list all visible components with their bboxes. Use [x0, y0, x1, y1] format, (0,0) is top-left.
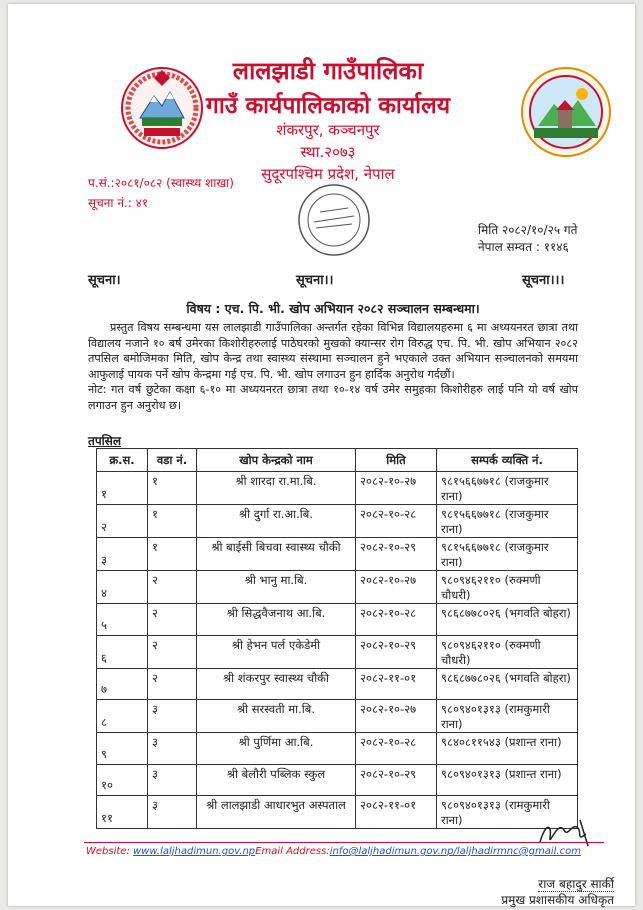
cell-date: २०८२-१०-२९ — [356, 764, 437, 796]
cell-serial: ५ — [97, 604, 148, 636]
cell-serial: ३ — [97, 538, 148, 571]
cell-ward: २ — [148, 571, 197, 604]
cell-center: श्री सरस्वती मा.बि. — [197, 700, 356, 733]
cell-date: २०८२-१०-२९ — [356, 635, 437, 668]
email-link[interactable]: info@laljhadimun.gov.np/laljhadirmnc@gmail.com — [329, 846, 581, 857]
col-ward: वडा नं. — [148, 449, 197, 472]
table-header-row — [97, 449, 578, 472]
nepal-samvat: नेपाल सम्वत : ११४६ — [478, 240, 569, 254]
table-row — [97, 796, 578, 829]
col-center: खोप केन्द्रको नाम — [197, 449, 356, 472]
office-stamp-icon — [296, 182, 372, 258]
cell-center: श्री बेलौरी पब्लिक स्कुल — [197, 764, 356, 796]
table-row — [97, 700, 578, 733]
cell-center: श्री शंकरपुर स्वास्थ्य चौकी — [197, 668, 356, 700]
table-row — [97, 635, 578, 668]
notice-subject: विषय : एच. पि. भी. खोप अभियान २०८२ सञ्चालन सम्बन्धमा। — [186, 301, 480, 316]
cell-date: २०८२-१०-२८ — [356, 733, 437, 765]
footer-divider — [84, 842, 604, 843]
cell-contact: ९८१५६६७७१८ (राजकुमार राना) — [437, 472, 578, 505]
cell-contact: ९८१५६६७७१८ (राजकुमार राना) — [437, 505, 578, 538]
cell-date: २०८२-१०-२७ — [356, 700, 437, 733]
cell-ward: ३ — [148, 796, 197, 829]
cell-date: २०८२-१०-२८ — [356, 604, 437, 636]
website-label: Website: — [86, 846, 133, 857]
cell-center: श्री पुर्णिमा आ.बि. — [197, 733, 356, 765]
cell-date: २०८२-१०-२८ — [356, 505, 437, 538]
cell-center: श्री सिद्धवैजनाथ आ.बि. — [197, 604, 356, 636]
notice-body — [88, 320, 578, 414]
cell-ward: १ — [148, 538, 197, 571]
cell-contact: ९८०९४०१३१३ (रामकुमारी राना) — [437, 796, 578, 829]
document-page — [8, 4, 635, 906]
vaccination-schedule-table — [96, 448, 578, 829]
established-year: स्था.२०७३ — [300, 143, 356, 161]
col-date: मिति — [356, 449, 437, 472]
cell-ward: १ — [148, 505, 197, 538]
cell-ward: २ — [148, 635, 197, 668]
cell-ward: २ — [148, 668, 197, 700]
col-serial: क्र.स. — [97, 449, 148, 472]
cell-contact: ९८०९४०१३१३ (प्रशान्त राना) — [437, 764, 578, 796]
notice-label-1: सूचना। — [88, 273, 121, 288]
office-name: गाउँ कार्यपालिकाको कार्यालय — [205, 93, 451, 119]
cell-center: श्री हेभन पर्ल एकेडेमी — [197, 635, 356, 668]
table-row — [97, 571, 578, 604]
cell-date: २०८२-१०-२७ — [356, 472, 437, 505]
table-row — [97, 505, 578, 538]
municipality-logo-icon — [520, 66, 612, 158]
cell-ward: २ — [148, 604, 197, 636]
cell-center: श्री दुर्गा रा.आ.बि. — [197, 505, 356, 538]
table-row — [97, 604, 578, 636]
cell-contact: ९८०९४०१३१३ (रामकुमारी राना) — [437, 700, 578, 733]
table-row — [97, 472, 578, 505]
cell-date: २०८२-१०-२९ — [356, 538, 437, 571]
signatory-title: प्रमुख प्रशासकीय अधिकृत — [501, 893, 614, 907]
cell-serial: ४ — [97, 571, 148, 604]
issue-date: मिति २०८२/१०/२५ गते — [478, 223, 578, 237]
footer-contact — [86, 846, 581, 857]
cell-contact: ९८४०८११५४३ (प्रशान्त राना) — [437, 733, 578, 765]
body-paragraph: प्रस्तुत विषय सम्बन्धमा यस लालझाडी गाउँपालिका अन्तर्गत रहेका विभिन्न विद्यालयहरुमा ६ मा अध्ययनरत छात्रा तथा विद्यालय नजाने १० बर्ष उमेरका किशोरीहरुलाई पाठेघरको मुखको क्यान्सर रोग विरुद्ध एच. पि. भी. खोप अभियान २०८२ तपसिल बमोजिमका मिति, खोप केन्द्र तथा स्वास्थ्य संस्थामा सञ्चालन हुने भएकाले उक्त अभियान सञ्चालनको समयमा आफुलाई पायक पर्ने खोप केन्द्रमा गई एच. पि. भी. खोप लगाउन हुन हार्दिक अनुरोध गर्दछौं। — [88, 321, 578, 381]
cell-contact: ९८०९४६२११० (रुक्मणी चौधरी) — [437, 635, 578, 668]
cell-contact: ९८६८७७८०२६ (भगवति बोहरा) — [437, 604, 578, 636]
cell-center: श्री बाईसी बिचवा स्वास्थ्य चौकी — [197, 538, 356, 571]
signatory-name: राज बहादुर सार्की — [538, 877, 614, 891]
municipality-name: लालझाडी गाउँपालिका — [232, 57, 424, 85]
cell-serial: ७ — [97, 668, 148, 700]
cell-serial: ६ — [97, 635, 148, 668]
signatory-block — [484, 876, 614, 908]
website-link[interactable]: www.laljhadimun.gov.np — [133, 846, 256, 857]
col-contact: सम्पर्क व्यक्ति नं. — [437, 449, 578, 472]
cell-contact: ९८१५६६७७१८ (राजकुमार राना) — [437, 538, 578, 571]
details-heading: तपसिल — [88, 434, 122, 448]
cell-serial: ११ — [97, 796, 148, 829]
cell-contact: ९८६८७७८०२६ (भगवति बोहरा) — [437, 668, 578, 700]
cell-center: श्री भानु मा.बि. — [197, 571, 356, 604]
cell-serial: २ — [97, 505, 148, 538]
table-body — [97, 472, 578, 829]
table-row — [97, 668, 578, 700]
province-name: सुदूरपश्चिम प्रदेश, नेपाल — [261, 165, 395, 183]
email-label: Email Address: — [255, 846, 330, 857]
cell-center: श्री शारदा रा.मा.बि. — [197, 472, 356, 505]
notice-number: सूचना नं.: ४१ — [88, 196, 149, 210]
cell-serial: १ — [97, 472, 148, 505]
reference-number: प.सं.:२०८१/०८२ (स्वास्थ्य शाखा) — [88, 176, 234, 190]
cell-center: श्री लालझाडी आधारभुत अस्पताल — [197, 796, 356, 829]
cell-contact: ९८०९४६२११० (रुक्मणी चौधरी) — [437, 571, 578, 604]
date-block — [478, 222, 577, 256]
table-row — [97, 538, 578, 571]
notice-label-2: सूचना।। — [296, 273, 334, 288]
office-location: शंकरपुर, कञ्चनपुर — [276, 121, 380, 139]
cell-date: २०८२-११-०१ — [356, 668, 437, 700]
cell-date: २०८२-११-०१ — [356, 796, 437, 829]
cell-date: २०८२-१०-२७ — [356, 571, 437, 604]
cell-ward: १ — [148, 472, 197, 505]
table-row — [97, 733, 578, 765]
cell-serial: ८ — [97, 700, 148, 733]
table-row — [97, 764, 578, 796]
cell-serial: ९ — [97, 733, 148, 765]
cell-serial: १० — [97, 764, 148, 796]
notice-label-3: सूचना।।। — [522, 273, 565, 288]
body-note: नोट: गत वर्ष छुटेका कक्षा ६-१० मा अध्ययनरत छात्रा तथा १०-१४ वर्ष उमेर समुहका किशोरीहरु लाई पनि यो वर्ष खोप लगाउन हुन अनुरोध छ। — [88, 383, 578, 412]
cell-ward: ३ — [148, 733, 197, 765]
cell-ward: ३ — [148, 700, 197, 733]
cell-ward: ३ — [148, 764, 197, 796]
